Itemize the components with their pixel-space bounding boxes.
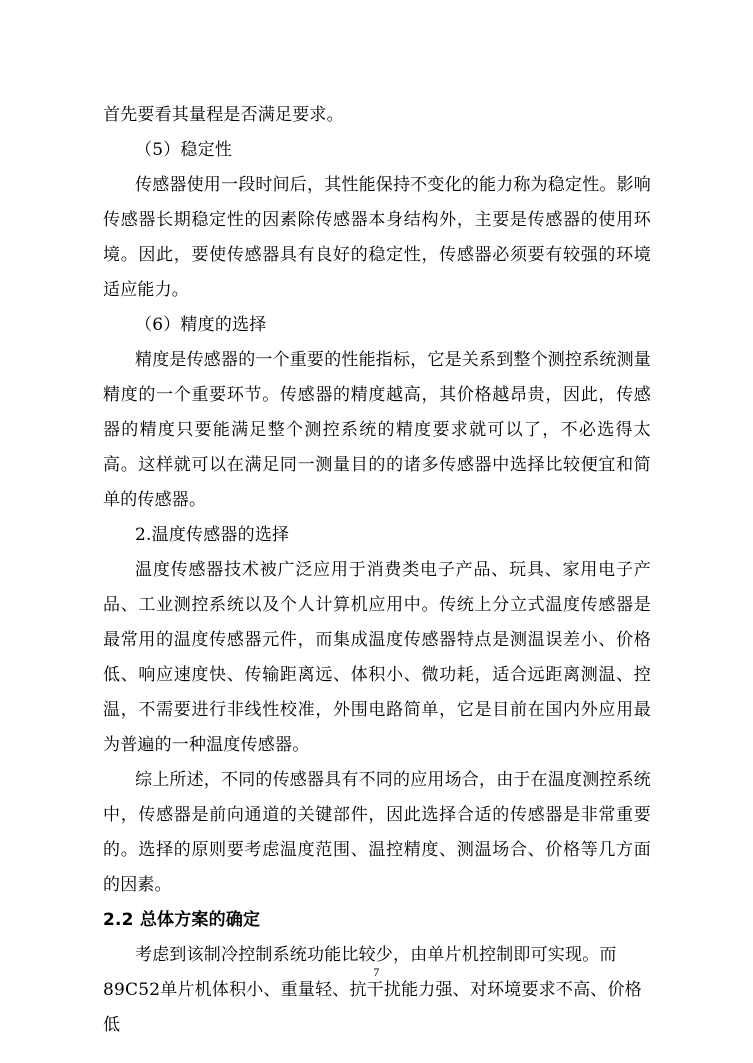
paragraph-temperature-sensor: 温度传感器技术被广泛应用于消费类电子产品、玩具、家用电子产品、工业测控系统以及个人计算机应用中。传统上分立式温度传感器是最常用的温度传感器元件，而集成温度传感器特点是测温误差小、价格低、响应速度快、传输距离远、体积小、微功耗，适合远距离测温、控温，不需要进行非线性校准，外围电路简单，它是目前在国内外应用最为普遍的一种温度传感器。 xyxy=(103,560,651,755)
paragraph-precision: 精度是传感器的一个重要的性能指标，它是关系到整个测控系统测量精度的一个重要环节。传感器的精度越高，其价格越昂贵，因此，传感器的精度只要能满足整个测控系统的精度要求就可以了，不必选得太高。这样就可以在满足同一测量目的的诸多传感器中选择比较便宜和简单的传感器。 xyxy=(103,350,651,510)
paragraph-overall-plan: 考虑到该制冷控制系统功能比较少，由单片机控制即可实现。而89C52单片机体积小、重量轻、抗干扰能力强、对环境要求不高、价格低 xyxy=(103,945,642,1035)
paragraph-stability: 传感器使用一段时间后，其性能保持不变化的能力称为稳定性。影响传感器长期稳定性的因素除传感器本身结构外，主要是传感器的使用环境。因此，要使传感器具有良好的稳定性，传感器必须要有较强的环境适应能力。 xyxy=(103,175,651,300)
subheading-stability: （5）稳定性 xyxy=(135,140,233,160)
page-number: 7 xyxy=(373,965,380,979)
paragraph-summary: 综上所述，不同的传感器具有不同的应用场合，由于在温度测控系统中，传感器是前向通道的关键部件，因此选择合适的传感器是非常重要的。选择的原则要考虑温度范围、温控精度、测温场合、价格等几方面的因素。 xyxy=(103,770,651,895)
subheading-temperature-sensor: 2.温度传感器的选择 xyxy=(135,525,290,545)
section-heading: 2.2 总体方案的确定 xyxy=(103,910,261,930)
document-body xyxy=(103,98,651,1043)
paragraph-range-requirement: 首先要看其量程是否满足要求。 xyxy=(103,105,344,125)
subheading-precision: （6）精度的选择 xyxy=(135,315,267,335)
